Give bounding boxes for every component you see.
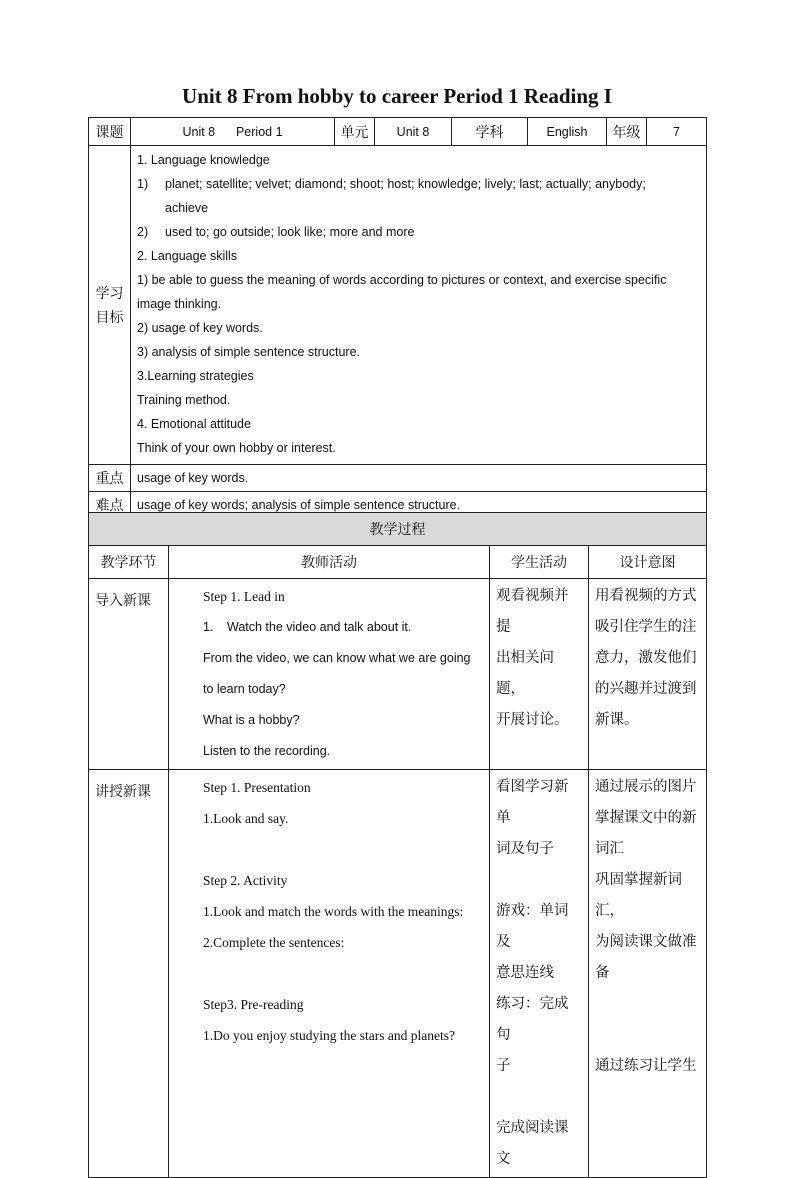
intent-2-line-1: 通过展示的图片 <box>595 779 697 795</box>
design-intent-1 <box>589 579 707 770</box>
intent-1-line-2: 吸引住学生的注 <box>595 619 697 635</box>
skill-3: 3) analysis of simple sentence structure. <box>137 345 361 359</box>
presentation-step: Step 1. Presentation <box>203 780 311 795</box>
lead-in-item <box>203 612 483 643</box>
intent-2-line-4: 巩固掌握新词汇， <box>595 872 682 919</box>
subject-label: 学科 <box>452 118 528 146</box>
unit-label: 单元 <box>335 118 375 146</box>
teaching-process-table <box>88 512 707 1178</box>
intent-1-line-1: 用看视频的方式 <box>595 588 697 604</box>
document-title: Unit 8 From hobby to career Period 1 Reading I <box>182 84 612 108</box>
teacher-activity-1 <box>169 579 490 770</box>
activity-step: Step 2. Activity <box>203 873 288 888</box>
subject-value: English <box>528 118 607 146</box>
design-intent-2 <box>589 770 707 1178</box>
student-1-line-1: 观看视频并提 <box>496 588 569 635</box>
goal-item-2-num: 2) <box>137 225 149 239</box>
lesson-info-table <box>88 117 707 519</box>
pre-reading-item: 1.Do you enjoy studying the stars and planets? <box>203 1028 455 1043</box>
intent-2-line-3: 词汇 <box>595 841 624 857</box>
spacer <box>203 834 483 865</box>
strategy-text: Training method. <box>137 393 231 407</box>
lead-in-step: Step 1. Lead in <box>203 589 285 604</box>
presentation-item: 1.Look and say. <box>203 811 289 826</box>
grade-label: 年级 <box>607 118 647 146</box>
grade-value: 7 <box>647 118 707 146</box>
unit-value: Unit 8 <box>375 118 452 146</box>
student-2-line-5: 练习：完成句 <box>496 996 569 1043</box>
student-2-line-7: 完成阅读课文 <box>496 1120 569 1167</box>
lead-in-item-text: Watch the video and talk about it. <box>227 620 412 634</box>
goals-label-text: 学习目标 <box>95 285 124 325</box>
learning-goals <box>131 146 707 465</box>
student-2-line-1: 看图学习新单 <box>496 779 569 826</box>
skill-2: 2) usage of key words. <box>137 321 263 335</box>
goal-item-1-cont: achieve <box>165 201 209 215</box>
intent-2-line-5: 为阅读课文做准 <box>595 934 697 950</box>
goal-item-1 <box>137 172 700 196</box>
stage-new-lesson: 讲授新课 <box>89 770 169 1178</box>
spacer <box>595 989 700 1020</box>
intent-1-line-4: 的兴趣并过渡到 <box>595 681 697 697</box>
student-2-line-6: 子 <box>496 1058 511 1074</box>
student-activity-2 <box>490 770 589 1178</box>
table-row <box>89 770 707 1178</box>
student-activity-1 <box>490 579 589 770</box>
table-row <box>89 579 707 770</box>
teacher-activity-2 <box>169 770 490 1178</box>
activity-item-2: 2.Complete the sentences: <box>203 935 345 950</box>
intent-2-line-7: 通过练习让学生 <box>595 1058 697 1074</box>
skill-1: 1) be able to guess the meaning of words according to pictures or context, and exercise specific <box>137 273 667 287</box>
spacer <box>595 1020 700 1051</box>
goal-item-1-num: 1) <box>137 177 149 191</box>
col-stage-header: 教学环节 <box>89 546 169 579</box>
goal-heading-4: 4. Emotional attitude <box>137 417 251 431</box>
goal-heading-1: 1. Language knowledge <box>137 153 270 167</box>
key-point-value: usage of key words. <box>131 465 707 492</box>
stage-lead-in: 导入新课 <box>89 579 169 770</box>
goal-item-2 <box>137 220 700 244</box>
difficult-point-label: 难点 <box>89 492 131 519</box>
topic-value: Unit 8 Period 1 <box>131 118 335 146</box>
goals-label <box>89 146 131 465</box>
spacer <box>496 865 582 896</box>
topic-label: 课题 <box>89 118 131 146</box>
student-2-line-2: 词及句子 <box>496 841 554 857</box>
process-band: 教学过程 <box>89 513 707 546</box>
intent-2-line-6: 备 <box>595 965 610 981</box>
intent-1-line-5: 新课。 <box>595 712 639 728</box>
key-point-label: 重点 <box>89 465 131 492</box>
difficult-point-value: usage of key words; analysis of simple sentence structure. <box>131 492 707 519</box>
student-2-line-4: 意思连线 <box>496 965 554 981</box>
spacer <box>203 958 483 989</box>
intent-1-line-3: 意力，激发他们 <box>595 650 697 666</box>
lead-in-line-5: What is a hobby? <box>203 713 300 727</box>
col-intent-header: 设计意图 <box>589 546 707 579</box>
goal-heading-2: 2. Language skills <box>137 249 238 263</box>
student-2-line-3: 游戏：单词及 <box>496 903 569 950</box>
attitude-text: Think of your own hobby or interest. <box>137 441 336 455</box>
pre-reading-step: Step3. Pre-reading <box>203 997 304 1012</box>
student-1-line-2: 出相关问题， <box>496 650 554 697</box>
activity-item-1: 1.Look and match the words with the meanings: <box>203 904 464 919</box>
student-1-line-3: 开展讨论。 <box>496 712 569 728</box>
col-teacher-header: 教师活动 <box>169 546 490 579</box>
lead-in-item-num: 1. <box>203 620 214 634</box>
intent-2-line-2: 掌握课文中的新 <box>595 810 697 826</box>
lead-in-line-6: Listen to the recording. <box>203 744 331 758</box>
spacer <box>496 1082 582 1113</box>
goal-item-2-text: used to; go outside; look like; more and more <box>165 225 415 239</box>
goal-item-1-text: planet; satellite; velvet; diamond; shoot; host; knowledge; lively; last; actually; anybody; <box>165 177 646 191</box>
col-student-header: 学生活动 <box>490 546 589 579</box>
lead-in-line-4: to learn today? <box>203 682 286 696</box>
skill-1-cont: image thinking. <box>137 297 222 311</box>
goal-heading-3: 3.Learning strategies <box>137 369 254 383</box>
lead-in-line-3: From the video, we can know what we are going <box>203 651 471 665</box>
